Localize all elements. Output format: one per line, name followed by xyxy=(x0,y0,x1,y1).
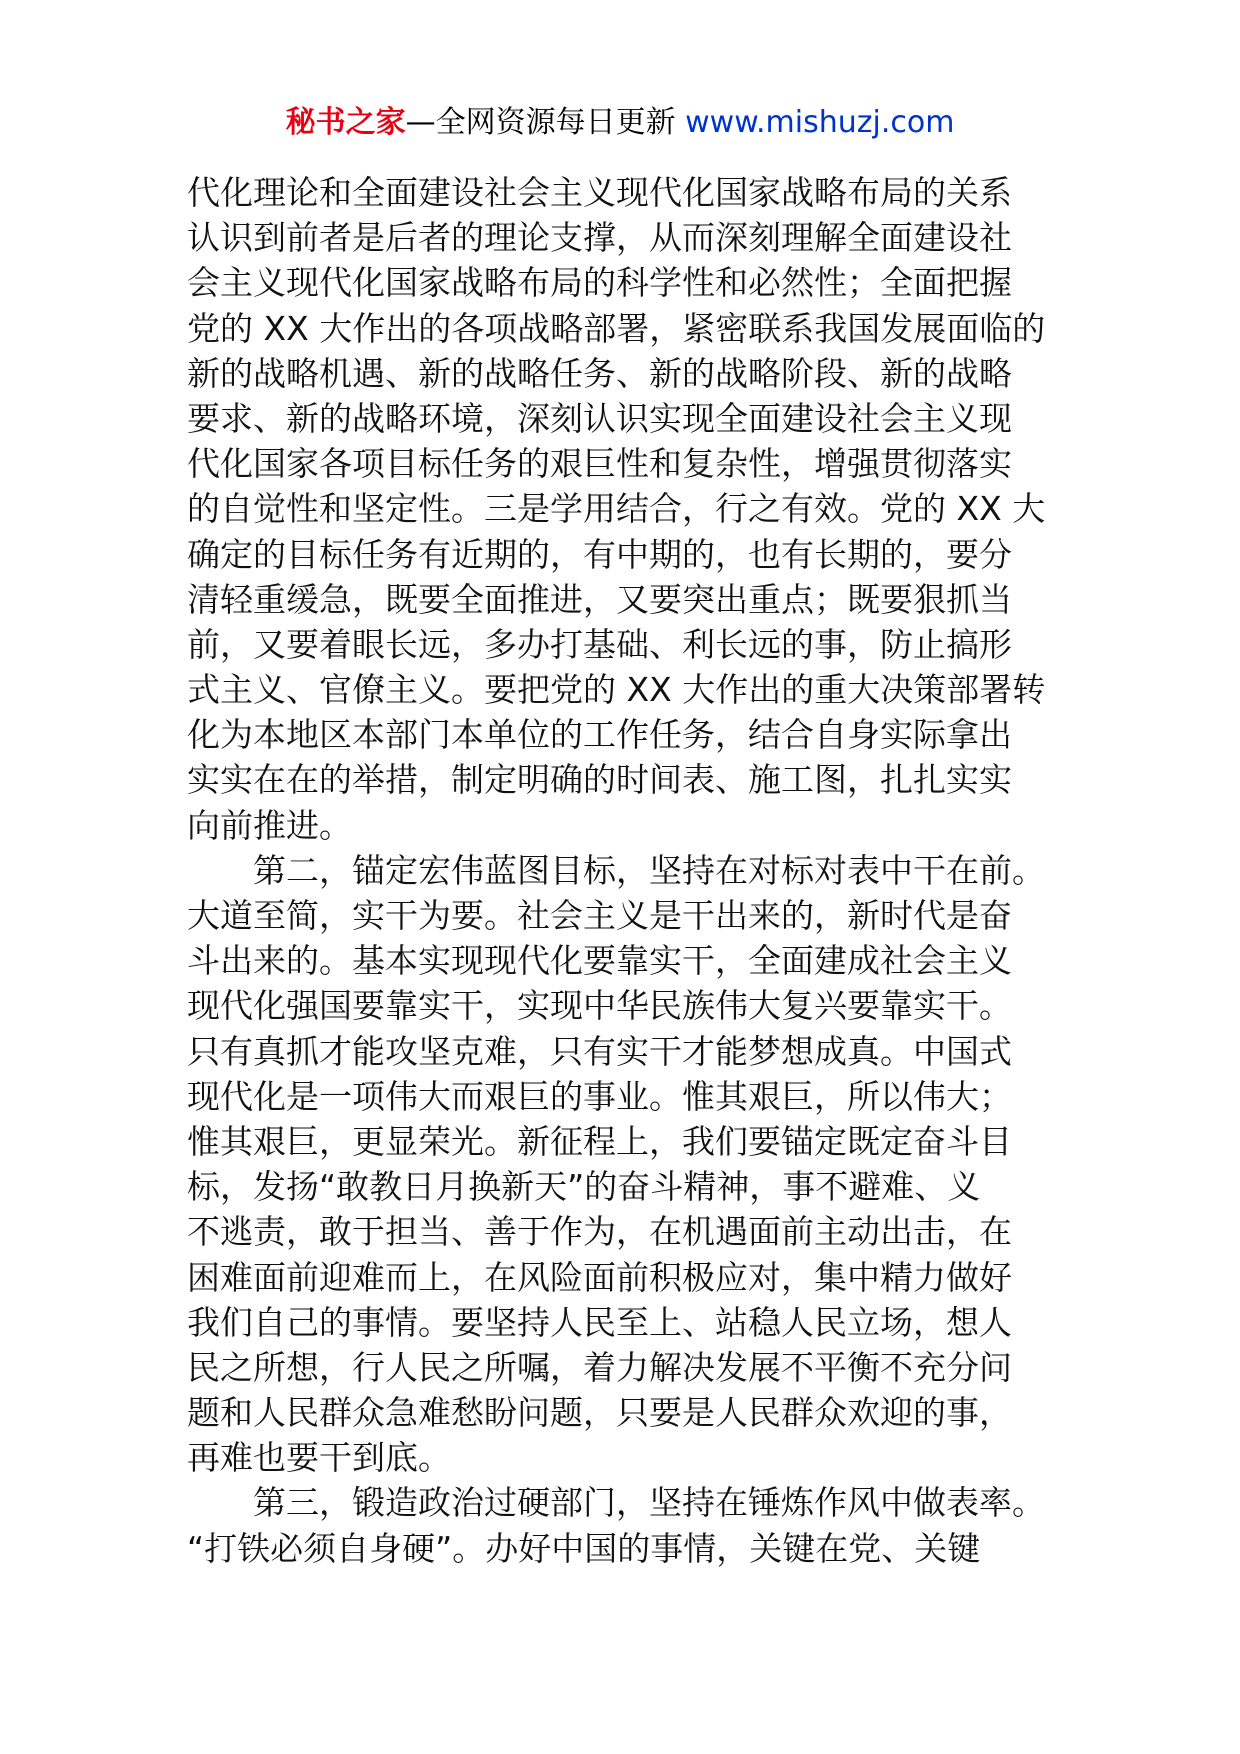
text-line: 困难面前迎难而上，在风险面前积极应对，集中精力做好 xyxy=(187,1257,1012,1297)
paragraph-heading-third: 第三，锻造政治过硬部门，坚持在锤炼作风中做表率。 xyxy=(253,1483,1045,1523)
text-line: 化为本地区本部门本单位的工作任务，结合自身实际拿出 xyxy=(187,715,1012,755)
text-line: “打铁必须自身硬”。办好中国的事情，关键在党、关键 xyxy=(187,1528,981,1568)
text-line: 代化国家各项目标任务的艰巨性和复杂性，增强贯彻落实 xyxy=(187,444,1012,484)
text-line: 清轻重缓急，既要全面推进，又要突出重点；既要狠抓当 xyxy=(187,579,1012,619)
text-line: 现代化强国要靠实干，实现中华民族伟大复兴要靠实干。 xyxy=(187,986,1012,1026)
text-line: 再难也要干到底。 xyxy=(187,1438,451,1478)
text-line: 新的战略机遇、新的战略任务、新的战略阶段、新的战略 xyxy=(187,353,1012,393)
text-line: 代化理论和全面建设社会主义现代化国家战略布局的关系 xyxy=(187,173,1012,212)
paragraph-heading-second: 第二，锚定宏伟蓝图目标，坚持在对标对表中干在前。 xyxy=(253,850,1045,890)
text-line: 要求、新的战略环境，深刻认识实现全面建设社会主义现 xyxy=(187,398,1012,438)
text-line: 式主义、官僚主义。要把党的 XX 大作出的重大决策部署转 xyxy=(187,670,1046,710)
text-line: 的自觉性和坚定性。三是学用结合，行之有效。党的 XX 大 xyxy=(187,489,1046,529)
text-line: 确定的目标任务有近期的，有中期的，也有长期的，要分 xyxy=(187,534,1012,574)
text-line: 认识到前者是后者的理论支撑，从而深刻理解全面建设社 xyxy=(187,218,1012,258)
text-line: 只有真抓才能攻坚克难，只有实干才能梦想成真。中国式 xyxy=(187,1031,1012,1071)
site-url-link[interactable]: www.mishuzj.com xyxy=(685,105,955,140)
site-brand: 秘书之家 xyxy=(285,105,406,140)
text-line: 向前推进。 xyxy=(187,805,352,845)
text-line: 党的 XX 大作出的各项战略部署，紧密联系我国发展面临的 xyxy=(187,308,1046,348)
text-line: 大道至简，实干为要。社会主义是干出来的，新时代是奋 xyxy=(187,896,1012,935)
text-line: 斗出来的。基本实现现代化要靠实干，全面建成社会主义 xyxy=(187,941,1012,981)
text-line: 不逃责，敢于担当、善于作为，在机遇面前主动出击，在 xyxy=(187,1212,1012,1252)
text-line: 题和人民群众急难愁盼问题，只要是人民群众欢迎的事， xyxy=(187,1393,1012,1433)
page-header xyxy=(0,100,1240,146)
text-line: 惟其艰巨，更显荣光。新征程上，我们要锚定既定奋斗目 xyxy=(187,1121,1012,1161)
text-line: 标，发扬“敢教日月换新天”的奋斗精神，事不避难、义 xyxy=(187,1167,981,1207)
text-line: 实实在在的举措，制定明确的时间表、施工图，扎扎实实 xyxy=(187,760,1012,800)
site-tagline: —全网资源每日更新 xyxy=(405,105,676,140)
text-line: 前，又要着眼长远，多办打基础、利长远的事，防止搞形 xyxy=(187,624,1012,664)
text-line: 现代化是一项伟大而艰巨的事业。惟其艰巨，所以伟大； xyxy=(187,1076,1012,1116)
text-line: 会主义现代化国家战略布局的科学性和必然性；全面把握 xyxy=(187,263,1012,303)
text-line: 民之所想，行人民之所嘱，着力解决发展不平衡不充分问 xyxy=(187,1347,1012,1387)
document-body xyxy=(187,170,1067,1571)
text-line: 我们自己的事情。要坚持人民至上、站稳人民立场，想人 xyxy=(187,1302,1012,1342)
